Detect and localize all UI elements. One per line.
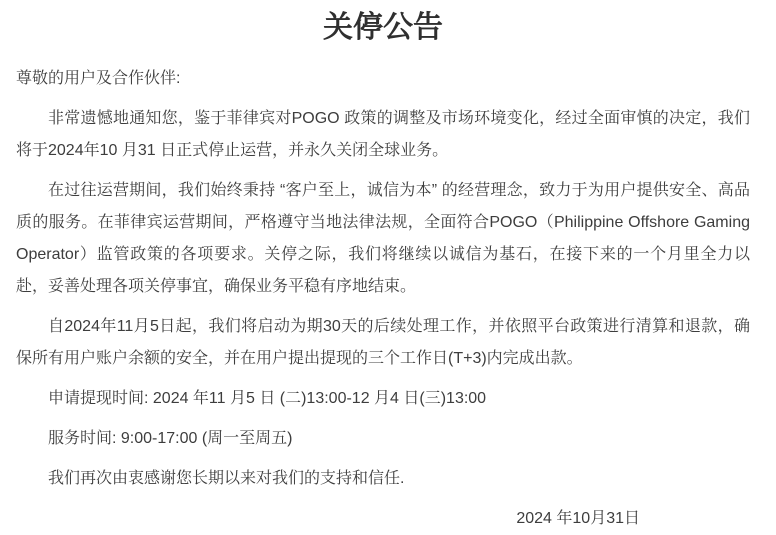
page-title: 关停公告 [323,11,443,44]
paragraph-operations-history: 在过往运营期间，我们始终秉持 “客户至上，诚信为本” 的经营理念，致力于为用户提供安全、高品质的服务。在菲律宾运营期间，严格遵守当地法律法规，全面符合POGO（Philippine Offshore Gaming Operator）监管政策的各项要求。关停之际，我们将继续以诚信为基石，在接下来的一个月里全力以赴，妥善处理各项关停事宜，确保业务平稳有序地结束。 [16,182,750,295]
paragraph-refund-process: 自2024年11月5日起，我们将启动为期30天的后续处理工作，并依照平台政策进行清算和退款，确保所有用户账户余额的安全，并在用户提出提现的三个工作日(T+3)内完成出款。 [16,318,750,367]
salutation: 尊敬的用户及合作伙伴: [16,70,181,87]
closing-thanks-line: 我们再次由衷感谢您长期以来对我们的支持和信任. [48,470,405,487]
withdrawal-schedule-line: 申请提现时间: 2024 年11 月5 日 (二)13:00-12 月4 日(三)13:00 [48,390,487,407]
paragraph-shutdown-decision: 非常遗憾地通知您，鉴于菲律宾对POGO 政策的调整及市场环境变化，经过全面审慎的决定，我们将于2024年10 月31 日正式停止运营，并永久关闭全球业务。 [16,110,750,159]
service-hours-line: 服务时间: 9:00-17:00 (周一至周五) [48,430,293,447]
notice-date: 2024 年10月31日 [516,510,640,527]
